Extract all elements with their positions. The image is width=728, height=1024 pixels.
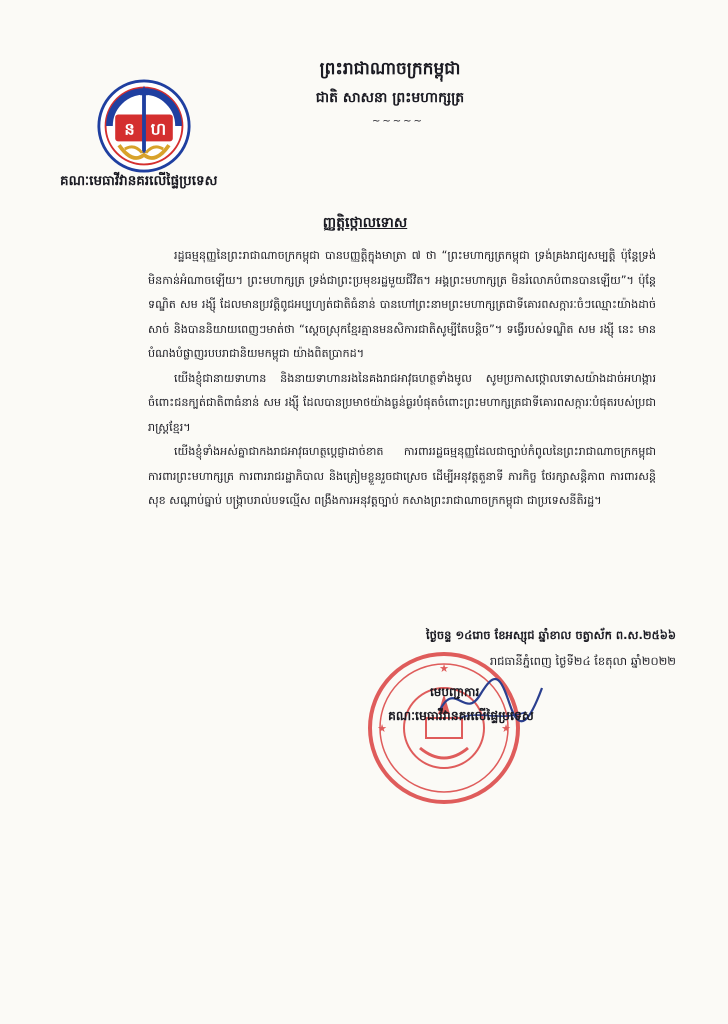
svg-text:ន: ន xyxy=(124,119,135,139)
signer-organization: គណៈមេធាវីវានគរលើផ្ទៃប្រទេស xyxy=(388,708,534,723)
organization-logo-icon xyxy=(96,78,192,174)
signer-role: មេបញ្ជាការ xyxy=(430,685,480,699)
body-paragraph-3: យើងខ្ញុំទាំងអស់គ្នាជាកងរាជអាវុធហត្ថប្ដេជ្ញាដាច់ខាត ការពាររដ្ឋធម្មនុញ្ញដែលជាច្បាប់កំពូលនៃព្រះរាជាណាចក្រកម្ពុជា ការពារព្រះមហាក្សត្រ ការពាររាជរដ្ឋាភិបាល និងត្រៀមខ្លួនរួចជាស្រេច ដើម្បីអនុវត្តតួនាទី ភារកិច្ច ថែរក្សាសន្តិភាព ការពារសន្តិសុខ សណ្ដាប់ធ្នាប់ បង្ក្រាបរាល់បទល្មើស ពង្រឹងការអនុវត្តច្បាប់ កសាងព្រះរាជាណាចក្រកម្ពុជា ជាប្រទេសនីតិរដ្ឋ។ xyxy=(148,445,656,507)
body-paragraph-2: យើងខ្ញុំជានាយទាហាន និងនាយទាហានរងនៃគងរាជអាវុធហត្ថទាំងមូល សូមប្រកាសថ្កោលទោសយ៉ាងដាច់អហង្ការចំពោះជនក្បត់ជាតិពាធំនាន់ សម រង្ស៊ី ដែលបានប្រមាថយ៉ាងធ្ងន់ធ្ងរបំផុតចំពោះព្រះមហាក្សត្រជាទីគោរពសក្ការៈបំផុតរបស់ប្រជារាស្ត្រខ្មែរ។ xyxy=(148,371,656,434)
svg-text:★: ★ xyxy=(377,722,387,735)
header-ornament: ~~~~~ xyxy=(372,116,424,127)
lunar-date: ថ្ងៃចន្ទ ១៤រោច ខែអស្សុជ ឆ្នាំខាល ចត្វាស័ក ព.ស.២៥៦៦ xyxy=(425,628,676,642)
document-body xyxy=(148,244,656,514)
place-and-date: រាជធានីភ្នំពេញ ថ្ងៃទី២៤ ខែតុលា ឆ្នាំ២០២២ xyxy=(489,654,676,668)
svg-text:ហ: ហ xyxy=(150,119,167,139)
organization-name: គណៈមេធាវីវានគរលើផ្ទៃប្រទេស xyxy=(60,173,218,189)
svg-text:★: ★ xyxy=(439,662,449,675)
kingdom-heading: ព្រះរាជាណាចក្រកម្ពុជា xyxy=(319,59,461,79)
body-paragraph-1: រដ្ឋធម្មនុញ្ញនៃព្រះរាជាណាចក្រកម្ពុជា បានបញ្ញត្តិក្នុងមាត្រា ៧ ថា “ព្រះមហាក្សត្រកម្ពុជា ទ្រង់គ្រងរាជ្យសម្បត្តិ ប៉ុន្តែទ្រង់មិនកាន់អំណាចឡើយ។ ព្រះមហាក្សត្រ ទ្រង់ជាព្រះប្រមុខរដ្ឋមួយជីវិត។ អង្គព្រះមហាក្សត្រ មិនរំលោភបំពានបានឡើយ”។ ប៉ុន្តែ ទណ្ឌិត សម រង្ស៊ី ដែលមានប្រវត្តិពូជអប្បហ្យត់ជាតិធំនាន់ បានហៅព្រះនាមព្រះមហាក្សត្រជាទីគោរពសក្ការៈចំៗឈ្មោះយ៉ាងដាច់សាច់ និងបាននិយាយពេញៗមាត់ថា “ស្ដេចស្រុកខ្មែរគ្មានមនសិការជាតិសូម្បីតែបន្តិច”។ ទង្វើរបស់ទណ្ឌិត សម រង្ស៊ី នេះ មានបំណងបំផ្លាញរបបរាជានិយមកម្ពុជា យ៉ាងពិតប្រាកដ។ xyxy=(148,249,656,360)
document-title: ញ្ញត្តិថ្កោលទោស xyxy=(322,215,408,231)
svg-text:★: ★ xyxy=(501,722,511,735)
national-motto: ជាតិ សាសនា ព្រះមហាក្សត្រ xyxy=(315,90,465,106)
